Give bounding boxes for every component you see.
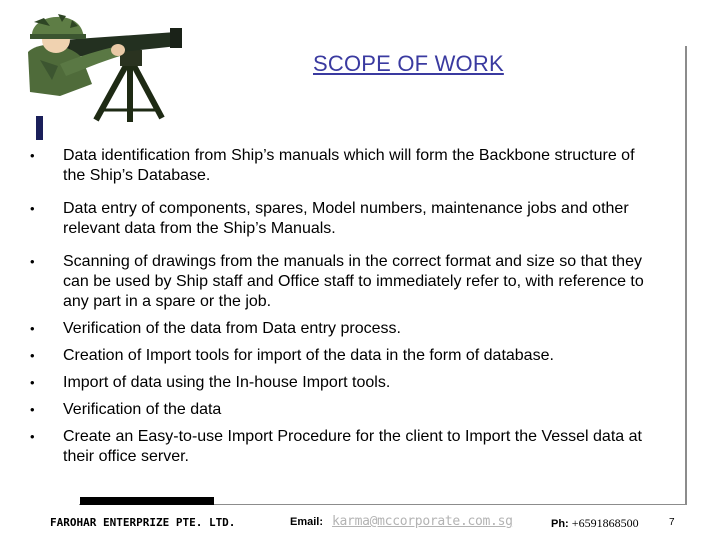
accent-bar [36, 116, 43, 140]
footer-phone-label: Ph: [551, 518, 569, 530]
list-item-text: Data identification from Ship’s manuals which will form the Backbone structure of the Ship’s Database. [63, 147, 635, 184]
footer-email-label: Email: [290, 516, 324, 528]
list-item-text: Verification of the data [63, 401, 222, 418]
list-item-text: Import of data using the In-house Import tools. [63, 374, 391, 391]
scope-list [30, 146, 650, 467]
page-title: SCOPE OF WORK [313, 51, 504, 76]
bullet-icon: • [30, 148, 35, 163]
list-item-text: Scanning of drawings from the manuals in the correct format and size so that they can be used by Ship staff and Office staff to immediately refer to, with reference to any part in a spare or the job. [63, 253, 644, 310]
list-item-text: Creation of Import tools for import of the data in the form of database. [63, 347, 554, 364]
list-item [30, 346, 650, 366]
footer-email-link[interactable]: karma@mccorporate.com.sg [332, 514, 513, 529]
footer-company: FAROHAR ENTERPRIZE PTE. LTD. [50, 516, 236, 529]
bullet-icon: • [30, 429, 35, 444]
list-item [30, 373, 650, 393]
bullet-icon: • [30, 321, 35, 336]
list-item [30, 400, 650, 420]
frame-right-line [685, 46, 687, 505]
bullet-icon: • [30, 348, 35, 363]
bullet-icon: • [30, 254, 35, 269]
list-item-text: Data entry of components, spares, Model numbers, maintenance jobs and other relevant data from the Ship’s Manuals. [63, 200, 629, 237]
page-number: 7 [669, 517, 675, 528]
list-item [30, 146, 650, 186]
list-item [30, 427, 650, 467]
bullet-icon: • [30, 402, 35, 417]
footer-phone [551, 516, 639, 531]
bullet-icon: • [30, 375, 35, 390]
list-item-text: Verification of the data from Data entry process. [63, 320, 401, 337]
list-item [30, 252, 650, 312]
list-item-text: Create an Easy-to-use Import Procedure for the client to Import the Vessel data at their office server. [63, 428, 642, 465]
list-item [30, 199, 650, 239]
bullet-icon: • [30, 201, 35, 216]
footer-phone-number: +6591868500 [571, 516, 639, 530]
soldier-with-telescope-icon [0, 0, 190, 130]
list-item [30, 319, 650, 339]
footer-accent-bar [80, 497, 214, 505]
